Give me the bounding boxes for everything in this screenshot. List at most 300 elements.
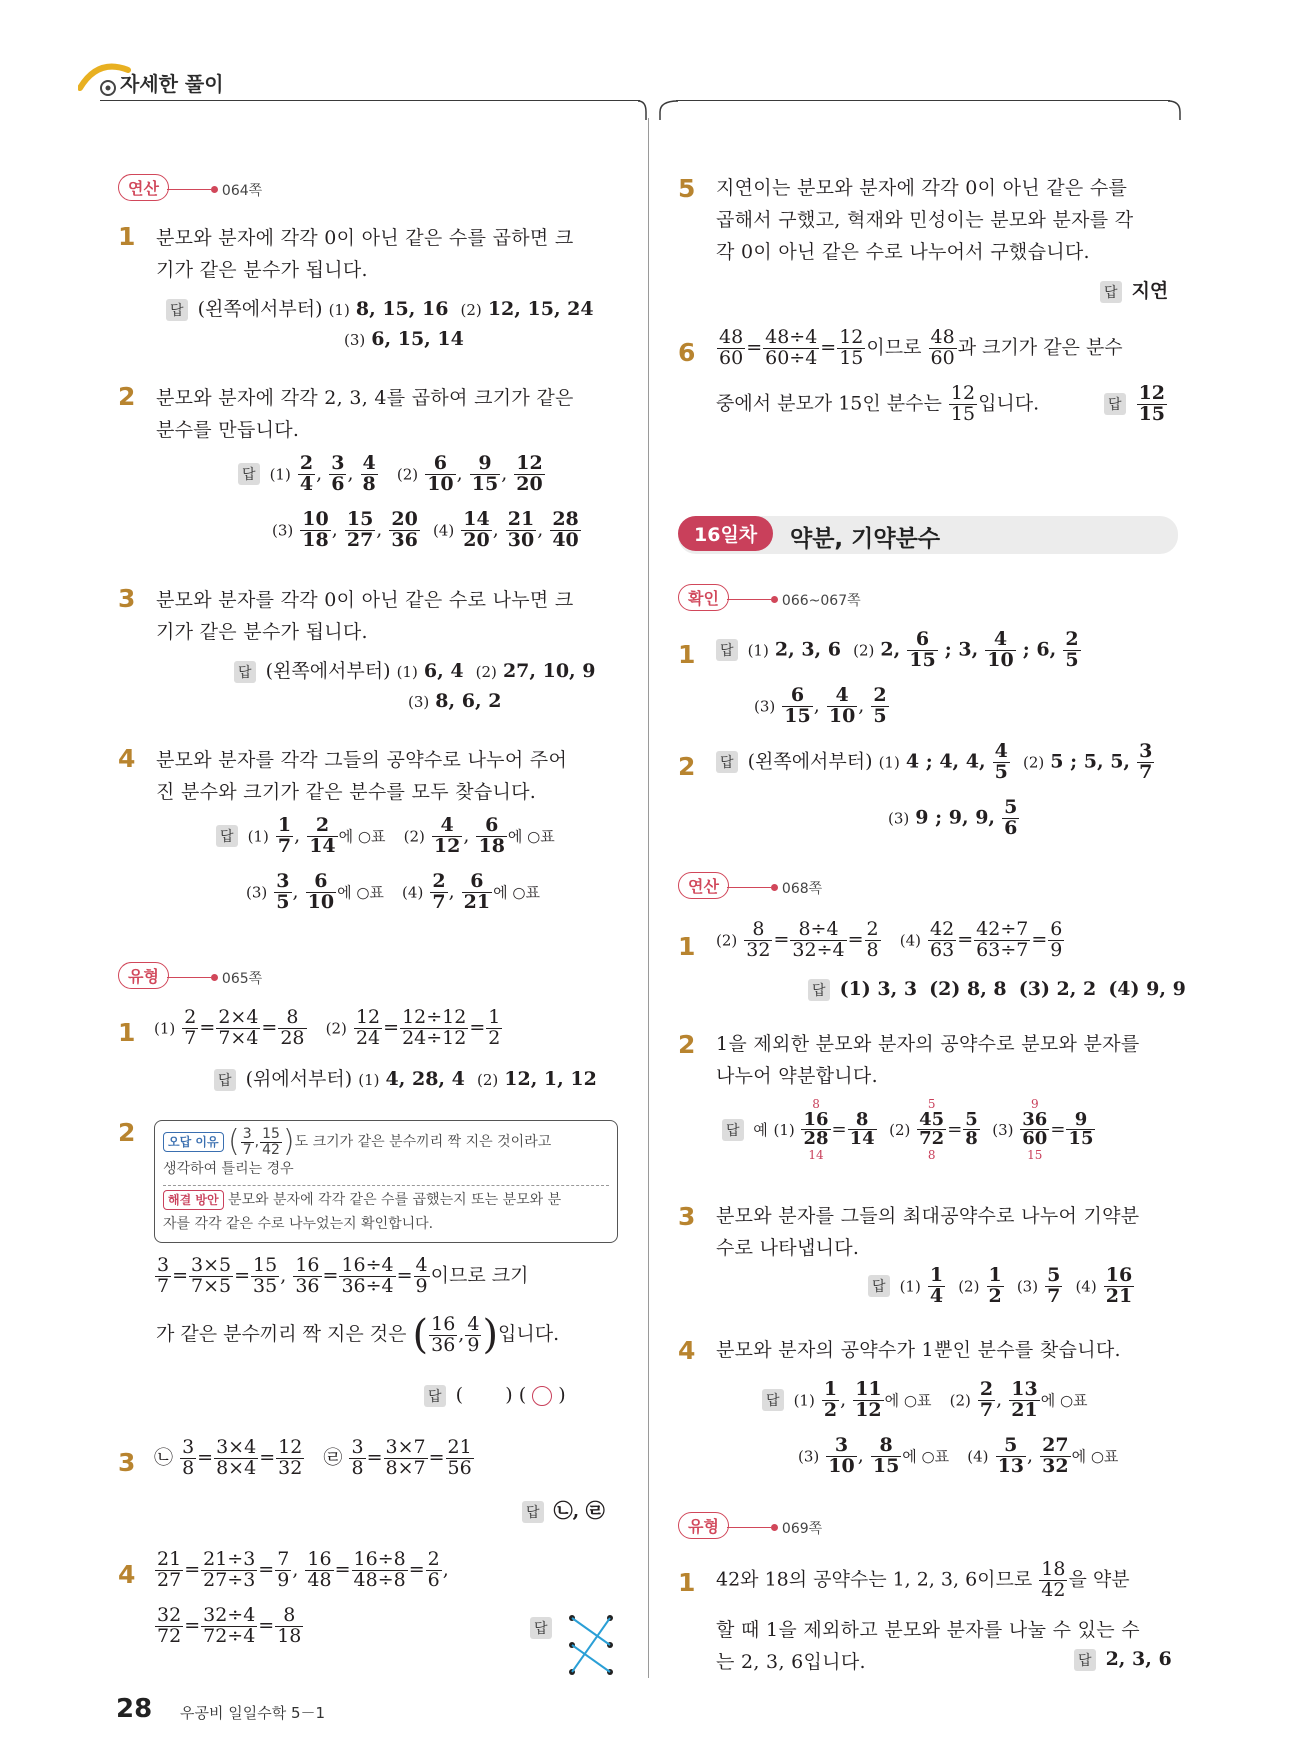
- answer-row: 답 ( ) ( ): [424, 1384, 566, 1407]
- fraction: [432, 816, 462, 857]
- text: 9: [467, 1333, 480, 1356]
- text: 12: [839, 326, 864, 348]
- text: 12: [433, 834, 461, 857]
- fraction: [996, 1436, 1026, 1477]
- text: 36: [1022, 1108, 1048, 1130]
- text: (3) 2, 2: [1018, 978, 1097, 1000]
- answer-badge: 답: [716, 751, 738, 773]
- text: 3×4: [216, 1436, 257, 1458]
- answer-value: 6, 4: [423, 660, 464, 682]
- answer-row: [888, 798, 1020, 839]
- text: 2×4: [218, 1006, 259, 1028]
- text: 2: [1065, 628, 1079, 650]
- text: 8: [744, 920, 772, 941]
- fraction: [274, 872, 291, 913]
- text: 3: [182, 1436, 195, 1458]
- text: 5: [873, 704, 887, 727]
- text: 15: [839, 346, 864, 369]
- text: 1: [929, 1264, 944, 1286]
- text: 곱해서 구했고, 혁재와 민성이는 분모와 분자를 각: [716, 209, 1134, 231]
- fraction: [298, 454, 315, 495]
- fraction: [1020, 1098, 1049, 1162]
- explanation: [156, 744, 626, 808]
- text: 15: [909, 648, 936, 671]
- text: 48÷8: [353, 1568, 406, 1591]
- section-tag-yeonsan-2: [678, 872, 822, 899]
- tag-label: 유형: [118, 962, 169, 989]
- text: 이므로: [866, 336, 922, 359]
- text: 3: [242, 1126, 252, 1142]
- text: (3): [1016, 1277, 1039, 1296]
- text: 24÷12: [402, 1026, 467, 1049]
- text: ; 3,: [944, 638, 979, 661]
- text: 13: [1011, 1378, 1038, 1400]
- text: 6: [476, 816, 506, 837]
- text: 56: [447, 1456, 472, 1479]
- text: 과 크기가 같은 분수: [957, 336, 1123, 359]
- text: 분모와 분자의 공약수가 1뿐인 분수를 찾습니다.: [716, 1339, 1121, 1361]
- text: 42: [930, 918, 955, 940]
- banner-title: 약분, 기약분수: [790, 526, 941, 552]
- text: 8: [275, 1606, 303, 1627]
- text: 2,: [880, 638, 901, 661]
- question-number: 2: [118, 1118, 136, 1147]
- text: 4 ; 4, 4,: [905, 750, 986, 773]
- fraction: [306, 872, 336, 913]
- text: 20: [391, 508, 418, 530]
- column-divider: [648, 118, 649, 1678]
- question-number: 1: [118, 1018, 136, 1047]
- text: 24: [355, 1026, 381, 1049]
- answer-row: [530, 1616, 556, 1639]
- part-label: (2): [475, 663, 497, 681]
- text: 30: [507, 528, 535, 551]
- line: 기가 같은 분수가 됩니다.: [156, 259, 368, 281]
- fraction: [349, 1438, 365, 1479]
- cancel-row: 답 예 (1) 8 16 28 14 = $\frac{8}{14}$ (2) 5 45 72 8 = $\frac{5}{8}$ (3) 9 36 60 15 = $\frac{9}{15}$: [722, 1098, 1096, 1162]
- solution-chip: 해결 방안: [163, 1190, 224, 1210]
- fraction: [917, 1098, 946, 1162]
- fraction: [465, 1312, 481, 1356]
- text: (위에서부터): [245, 1068, 353, 1090]
- text: 12: [1138, 382, 1166, 404]
- text: 7: [1139, 760, 1153, 783]
- text: (2): [958, 1277, 980, 1296]
- text: 32: [157, 1604, 182, 1626]
- text: 이므로 크기: [430, 1264, 529, 1287]
- text: 11: [855, 1378, 882, 1400]
- text: 10: [828, 1454, 855, 1477]
- text: 32: [746, 938, 771, 961]
- fraction: [201, 1606, 257, 1647]
- text: 4: [362, 452, 376, 474]
- question-number: 3: [118, 1448, 136, 1477]
- fraction: [276, 816, 293, 857]
- fraction: [446, 1438, 474, 1479]
- fraction: [354, 1008, 382, 1049]
- fraction: [801, 1098, 830, 1162]
- text: (3): [888, 809, 910, 828]
- text: 1: [823, 1378, 838, 1400]
- text: (4) 9, 9: [1108, 978, 1186, 1000]
- answer-row: [1074, 1648, 1172, 1671]
- question-number: 4: [118, 744, 136, 773]
- text: 각 0이 아닌 같은 수로 나누어서 구했습니다.: [716, 241, 1090, 263]
- text: 3: [826, 1436, 856, 1457]
- fraction: [486, 1008, 502, 1049]
- text: 12: [278, 1436, 303, 1458]
- answer-row: (3) $\frac{3}{10}$ , $\frac{8}{15}$ 에 ○표 (4) $\frac{5}{13}$ , $\frac{27}{32}$ 에 ○표: [798, 1434, 1119, 1477]
- text: 7: [242, 1141, 252, 1158]
- text: 14: [849, 1128, 875, 1150]
- text: (2): [1023, 753, 1045, 772]
- answer-row: [868, 1266, 1135, 1307]
- text: 72÷4: [203, 1624, 256, 1647]
- text: 2: [299, 452, 314, 474]
- text: 8: [866, 938, 879, 961]
- text: 6: [425, 454, 455, 475]
- text: 9: [470, 454, 500, 475]
- fraction: [201, 1550, 257, 1591]
- text: 8: [812, 1097, 820, 1111]
- text: 2: [988, 1284, 1002, 1307]
- fraction: [251, 1256, 279, 1297]
- answer-row: [234, 656, 596, 683]
- text: 지연: [1131, 280, 1169, 302]
- circle-mark-text: 에 ○표: [337, 883, 384, 902]
- tag-dot-icon: [771, 596, 778, 603]
- text: 2: [488, 1026, 501, 1049]
- fraction: [275, 1606, 303, 1647]
- text: 입니다.: [978, 392, 1040, 415]
- text: 16: [1105, 1264, 1133, 1286]
- text: 8: [362, 472, 376, 495]
- text: 32÷4: [792, 938, 845, 961]
- text: 8: [182, 1456, 195, 1479]
- tag-page: 065쪽: [221, 970, 263, 987]
- tag-dot-icon: [771, 1524, 778, 1531]
- fraction: [339, 1256, 395, 1297]
- fraction: [928, 1266, 945, 1307]
- text: 4: [432, 816, 462, 837]
- text: 에 ○표: [902, 1447, 950, 1466]
- fraction: [1009, 1380, 1039, 1421]
- equation-row: $\frac{48}{60}$ = $\frac{48\div 4}{60\div 4}$ = $\frac{12}{15}$ 이므로 $\frac{48}{60}$ 과 크기가 같은 분수: [719, 326, 1123, 369]
- text: 4: [929, 1284, 944, 1307]
- text: 15: [346, 508, 374, 530]
- text: 42: [262, 1141, 280, 1158]
- text: (1): [747, 641, 769, 660]
- text: 27: [1042, 1434, 1069, 1456]
- answer-badge: 답: [238, 463, 260, 485]
- text: 7: [157, 1274, 170, 1297]
- fraction: [974, 920, 1030, 961]
- answer-row: [1100, 276, 1168, 303]
- header-rule-end: [1168, 100, 1182, 124]
- line: 분모와 분자에 각각 0이 아닌 같은 수를 곱하면 크: [156, 227, 574, 249]
- text: (1): [793, 1391, 815, 1410]
- fraction: [155, 1550, 183, 1591]
- text: 6: [427, 1568, 440, 1591]
- text: 5: [927, 1097, 936, 1111]
- text: (1): [154, 1019, 176, 1038]
- tag-label: 연산: [118, 174, 169, 201]
- fraction: [182, 1008, 198, 1049]
- answer-value: 8, 15, 16: [355, 298, 449, 320]
- text: 5: [996, 1436, 1026, 1457]
- answer-row: (3) $\frac{6}{15}$ , $\frac{4}{10}$ , $\frac{2}{5}$: [754, 684, 887, 727]
- text: 48: [930, 326, 955, 348]
- text: (4): [899, 931, 921, 950]
- text: 7: [1047, 1284, 1061, 1307]
- text: 63: [930, 938, 955, 961]
- fraction: [305, 1550, 333, 1591]
- text: 28: [280, 1026, 305, 1049]
- fraction: [550, 510, 580, 551]
- question-number: 1: [678, 1568, 696, 1597]
- fraction: [345, 510, 375, 551]
- equation-row: (2) $\frac{8}{32}$ = $\frac{8\div 4}{32\div 4}$ = $\frac{2}{8}$ (4) $\frac{42}{63}$ = $\frac{42\div 7}{63\div 7}$ = $\frac{6}{9}$: [716, 918, 1063, 961]
- text: 5: [965, 1108, 978, 1130]
- fraction: [1137, 384, 1167, 425]
- question-number: 1: [118, 222, 136, 251]
- part-label: (3): [408, 693, 430, 711]
- text: (4): [967, 1447, 989, 1466]
- text: 15: [872, 1454, 900, 1477]
- text: 8: [848, 1111, 877, 1131]
- part-label: (1): [269, 465, 291, 484]
- answer-prefix: (왼쪽에서부터): [197, 298, 323, 320]
- answer-badge: 답: [762, 1389, 784, 1411]
- text: 10: [987, 648, 1014, 671]
- section-tag-hwagin: [678, 584, 861, 611]
- text: 6: [331, 472, 345, 495]
- fraction: [822, 1380, 839, 1421]
- text: ㉡, ㉣: [553, 1500, 605, 1522]
- fraction: [461, 510, 491, 551]
- text: (1): [899, 1277, 921, 1296]
- tag-label: 연산: [678, 872, 729, 899]
- equation-row: $\frac{3}{7}$ = $\frac{3\times 5}{7\times 5}$ = $\frac{15}{35}$ , $\frac{16}{36}$ = $\frac{16\div 4}{36\div 4}$ = $\frac{4}{9}$ 이므로 크기: [157, 1254, 529, 1297]
- text: 15: [253, 1254, 278, 1276]
- text: (2): [949, 1391, 971, 1410]
- text: 5 ; 5, 5,: [1050, 750, 1131, 773]
- answer-value: 27, 10, 9: [502, 660, 596, 682]
- text: 12: [355, 1006, 381, 1028]
- text: 에 ○표: [884, 1391, 932, 1410]
- answer-badge: 답: [722, 1119, 744, 1141]
- text: 48÷4: [765, 326, 818, 348]
- text: 2: [979, 1378, 994, 1400]
- part-label: (4): [402, 883, 424, 902]
- text: 1: [488, 1006, 501, 1028]
- text: 18: [302, 528, 329, 551]
- text: 3: [157, 1254, 170, 1276]
- answer-badge: 답: [808, 979, 830, 1001]
- fraction: [871, 1436, 901, 1477]
- fraction: [928, 920, 956, 961]
- answer-badge: 답: [530, 1617, 552, 1639]
- text: 21: [507, 508, 535, 530]
- fraction: [826, 1436, 856, 1477]
- text: 12: [516, 452, 543, 474]
- answer-row: 답 (1) $\frac{2}{4}$ , $\frac{3}{6}$ , $\frac{4}{8}$ (2) $\frac{6}{10}$ , $\frac{9}{15}$ , $\frac{12}{20}$: [238, 454, 546, 495]
- text: 32÷4: [203, 1604, 256, 1626]
- text: 6: [907, 630, 937, 651]
- fraction: [214, 1438, 258, 1479]
- answer-badge: 답: [716, 639, 738, 661]
- answer-badge: 답: [522, 1501, 544, 1523]
- text: 15: [471, 472, 499, 495]
- fraction: [462, 872, 492, 913]
- fraction: [155, 1606, 183, 1647]
- text: 7×4: [218, 1026, 259, 1049]
- fraction: [514, 454, 544, 495]
- text: 에 ○표: [1071, 1447, 1119, 1466]
- text: 5: [994, 760, 1008, 783]
- header-rule-left: [100, 100, 640, 101]
- answer-value: 6, 15, 14: [371, 328, 464, 350]
- text: 18: [277, 1624, 302, 1647]
- answer-badge: 답: [216, 825, 238, 847]
- text: ㉣: [323, 1446, 343, 1469]
- circle-mark-text: 에 ○표: [507, 827, 555, 846]
- line: 분모와 분자를 각각 그들의 공약수로 나누어 주어: [156, 749, 568, 771]
- fraction: [293, 1256, 321, 1297]
- text: 14: [309, 834, 336, 857]
- text: 3: [351, 1436, 364, 1458]
- text: 21: [1011, 1398, 1038, 1421]
- text: 4: [994, 740, 1008, 762]
- text: (2): [325, 1019, 347, 1038]
- question-number: 6: [678, 338, 696, 367]
- text: 2: [873, 684, 887, 706]
- text: 72: [919, 1128, 945, 1150]
- text: 7: [184, 1026, 197, 1049]
- text: 2, 3, 6: [1105, 1648, 1172, 1670]
- text: 9 ; 9, 9,: [915, 806, 996, 829]
- text: 8: [871, 1436, 901, 1457]
- part-label: (2): [396, 465, 419, 484]
- text: 8×7: [385, 1456, 426, 1479]
- answer-prefix: (왼쪽에서부터): [265, 660, 391, 682]
- question-number: 3: [118, 584, 136, 613]
- text: 4, 28, 4: [385, 1068, 465, 1090]
- text: 16: [431, 1312, 456, 1335]
- text: 28: [552, 508, 579, 530]
- part-label: (1): [328, 301, 350, 319]
- text: 도 크기가 같은 분수끼리 짝 지은 것이라고: [294, 1134, 552, 1151]
- text: 15: [1027, 1148, 1043, 1163]
- part-label: (1): [396, 663, 418, 681]
- text: 42÷7: [976, 918, 1029, 940]
- text: 3: [276, 870, 290, 892]
- text: 21÷3: [203, 1548, 256, 1570]
- fraction: [278, 1008, 306, 1049]
- text: 32: [1042, 1454, 1069, 1477]
- book-title: 우공비 일일수학 5－1: [180, 1704, 326, 1722]
- text: 14: [463, 508, 490, 530]
- text: (1) 3, 3: [839, 978, 918, 1000]
- text: 16÷4: [341, 1254, 394, 1276]
- fraction: [848, 1108, 877, 1150]
- fraction: [414, 1256, 430, 1297]
- text: 32: [278, 1456, 303, 1479]
- section-tag-yeonsan-1: [118, 174, 262, 201]
- fraction: [1066, 1108, 1095, 1150]
- text: 입니다.: [498, 1323, 560, 1345]
- text: ㉡: [154, 1446, 174, 1469]
- text: 5: [1047, 1264, 1061, 1286]
- circle-mark-icon: [532, 1386, 552, 1406]
- text: ; 6,: [1022, 638, 1057, 661]
- fraction: [929, 328, 957, 369]
- text: 36÷4: [341, 1274, 394, 1297]
- answer-badge: 답: [1074, 1649, 1096, 1671]
- answer-badge: 답: [424, 1385, 446, 1407]
- fraction: [907, 630, 937, 671]
- text: 60: [1022, 1128, 1048, 1150]
- header-title: 자세한 풀이: [120, 72, 224, 96]
- tag-dot-icon: [211, 974, 218, 981]
- fraction: [429, 1312, 457, 1356]
- example-mark: 예: [753, 1120, 768, 1139]
- text: 1: [277, 814, 292, 836]
- answer-row: [1104, 384, 1168, 425]
- fraction: [949, 384, 977, 425]
- text: (2): [476, 1071, 499, 1089]
- question-number: 1: [678, 932, 696, 961]
- text: 40: [552, 528, 579, 551]
- line: 분모와 분자에 각각 2, 3, 4를 곱하여 크기가 같은: [156, 387, 574, 409]
- text: 15: [262, 1126, 280, 1142]
- text: 60: [719, 346, 744, 369]
- text: 6: [1004, 816, 1018, 839]
- text: 9: [1030, 1097, 1039, 1111]
- answer-row: [716, 742, 1155, 783]
- line: 분모와 분자를 각각 0이 아닌 같은 수로 나누면 크: [156, 589, 574, 611]
- explanation-line: [716, 1560, 1130, 1601]
- text: 12÷12: [402, 1006, 467, 1028]
- fraction: [744, 920, 772, 961]
- question-number: 2: [678, 752, 696, 781]
- text: 21: [1105, 1284, 1133, 1307]
- text: (2): [716, 931, 738, 950]
- text: (2): [889, 1120, 911, 1139]
- text: 18: [478, 834, 505, 857]
- text: 2: [307, 816, 337, 837]
- fraction: [837, 328, 865, 369]
- explanation: [156, 584, 626, 648]
- explanation: [716, 1334, 1186, 1366]
- text: 5: [1004, 796, 1018, 818]
- text: 가 같은 분수끼리 짝 지은 것은: [156, 1323, 407, 1345]
- text: 4: [415, 1254, 428, 1276]
- fraction: [329, 454, 346, 495]
- text: 1을 제외한 분모와 분자의 공약수로 분모와 분자를: [716, 1033, 1140, 1055]
- text: 1: [988, 1264, 1002, 1286]
- answer-value: 12, 15, 24: [487, 298, 594, 320]
- text: 3: [1139, 740, 1153, 762]
- fraction: [790, 920, 846, 961]
- text: 2: [432, 870, 446, 892]
- text: 분모와 분자에 각각 같은 수를 곱했는지 또는 분모와 분: [228, 1192, 562, 1209]
- tag-page: 068쪽: [781, 880, 823, 897]
- text: 10: [307, 890, 335, 913]
- fraction: [506, 510, 536, 551]
- answer-row: [344, 328, 464, 350]
- answer-row: (3) $\frac{3}{5}$ , $\frac{6}{10}$ 에 ○표 (4) $\frac{2}{7}$ , $\frac{6}{21}$ 에 ○표: [246, 870, 540, 913]
